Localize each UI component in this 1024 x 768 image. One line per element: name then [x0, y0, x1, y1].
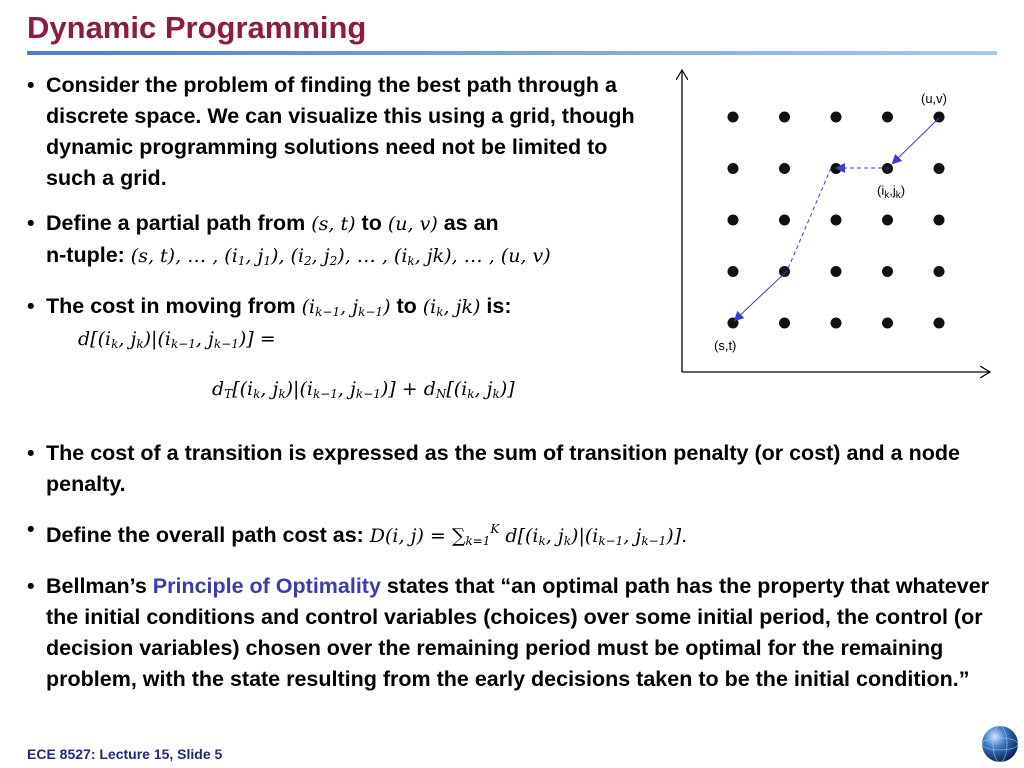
grid-node	[779, 163, 790, 174]
bullet-2-mid: to	[355, 211, 388, 235]
slide-footer: ECE 8527: Lecture 15, Slide 5	[27, 746, 223, 762]
grid-node	[728, 266, 739, 277]
grid-node	[831, 112, 842, 123]
grid-node	[779, 215, 790, 226]
label-st: (s,t)	[714, 338, 737, 353]
bullet-6-pre: Bellman’s	[46, 574, 153, 598]
label-ikjk: $(i_k,j_k)$	[877, 183, 906, 201]
bullet-6	[27, 571, 1002, 695]
bullet-4-text: The cost of a transition is expressed as the sum of transition penalty (or cost) and a node penalty.	[46, 441, 960, 496]
grid-node	[934, 112, 945, 123]
grid-node	[831, 215, 842, 226]
grid-node	[779, 112, 790, 123]
grid-node	[934, 266, 945, 277]
bullet-2	[27, 208, 666, 277]
label-uv: (u,v)	[921, 91, 947, 106]
slide-title: Dynamic Programming	[27, 10, 367, 45]
bullet-dot: •	[27, 517, 35, 541]
math-st: (s, t)	[311, 213, 356, 235]
grid-node	[728, 112, 739, 123]
bullet-3	[27, 291, 666, 328]
bullet-4	[27, 438, 1002, 500]
math-uv: (u, v)	[387, 213, 438, 235]
bullet-2-pre: Define a partial path from	[46, 211, 312, 235]
grid-node	[831, 266, 842, 277]
bullet-5	[27, 514, 1002, 557]
grid-node	[728, 318, 739, 329]
math-node: ($i_k$, jk)	[422, 296, 481, 319]
path-grid-diagram	[640, 60, 1000, 385]
bullet-dot: •	[27, 441, 35, 465]
bullet-1-text: Consider the problem of finding the best path through a discrete space. We can visualize this using a grid, though dynamic programming solutions need not be limited to such a grid.	[46, 73, 635, 190]
bullet-3-pre: The cost in moving from	[46, 294, 302, 318]
grid-node	[934, 215, 945, 226]
grid-node	[882, 318, 893, 329]
math-tuple: (s, t), … , ($i_1$, $j_1$), ($i_2$, $j_2$), … , ($i_k$, jk), … , (u, v)	[130, 245, 551, 268]
grid-node	[882, 215, 893, 226]
path-arrow-4	[893, 118, 939, 163]
grid-node	[831, 318, 842, 329]
title-divider	[27, 51, 997, 55]
bullet-5-pre: Define the overall path cost as:	[46, 523, 370, 547]
bullet-2-line2: n-tuple:	[46, 243, 131, 267]
grid-node	[934, 163, 945, 174]
principle-of-optimality: Principle of Optimality	[152, 574, 381, 598]
path-arrow-1	[735, 271, 787, 320]
bullet-2-post: as an	[437, 211, 499, 235]
bullet-dot: •	[27, 574, 35, 598]
bullet-1	[27, 70, 646, 194]
math-prev-node: ($i_{k-1}$, $j_{k-1}$)	[301, 296, 391, 319]
cost-equation-line-1: $d[(i_k$, $j_k)|(i_{k-1}$, $j_{k-1}$)] =	[78, 328, 276, 351]
bullet-6-post: states that “an optimal path has the property that whatever the initial conditions and control variables (choices) over some initial period, the control (or decision variables) chosen over the remaining period must be optimal for the remaining problem, with the state resulting from the early decisions taken to be the initial condition.”	[46, 574, 990, 691]
bullet-dot: •	[27, 73, 35, 97]
cost-equation-line-2: $d_T[(i_k$, $j_k)|(i_{k-1}$, $j_{k-1})] + d_N[(i_k$, $j_k$)]	[212, 378, 515, 401]
grid-node	[728, 215, 739, 226]
math-overall-cost: D(i, $j) = \sum_{k=1}^K$ $d[(i_k$, $j_k)|(i_{k-1}$, $j_{k-1}$)].	[369, 522, 688, 548]
grid-node	[728, 163, 739, 174]
grid-node	[882, 112, 893, 123]
bullet-3-post: is:	[480, 294, 512, 318]
grid-node	[882, 266, 893, 277]
bullet-dot: •	[27, 294, 35, 318]
bullet-dot: •	[27, 211, 35, 235]
globe-logo-icon	[980, 724, 1020, 764]
grid-node	[934, 318, 945, 329]
path-arrow-2	[787, 168, 831, 271]
grid-node	[779, 318, 790, 329]
bullet-3-mid: to	[390, 294, 423, 318]
